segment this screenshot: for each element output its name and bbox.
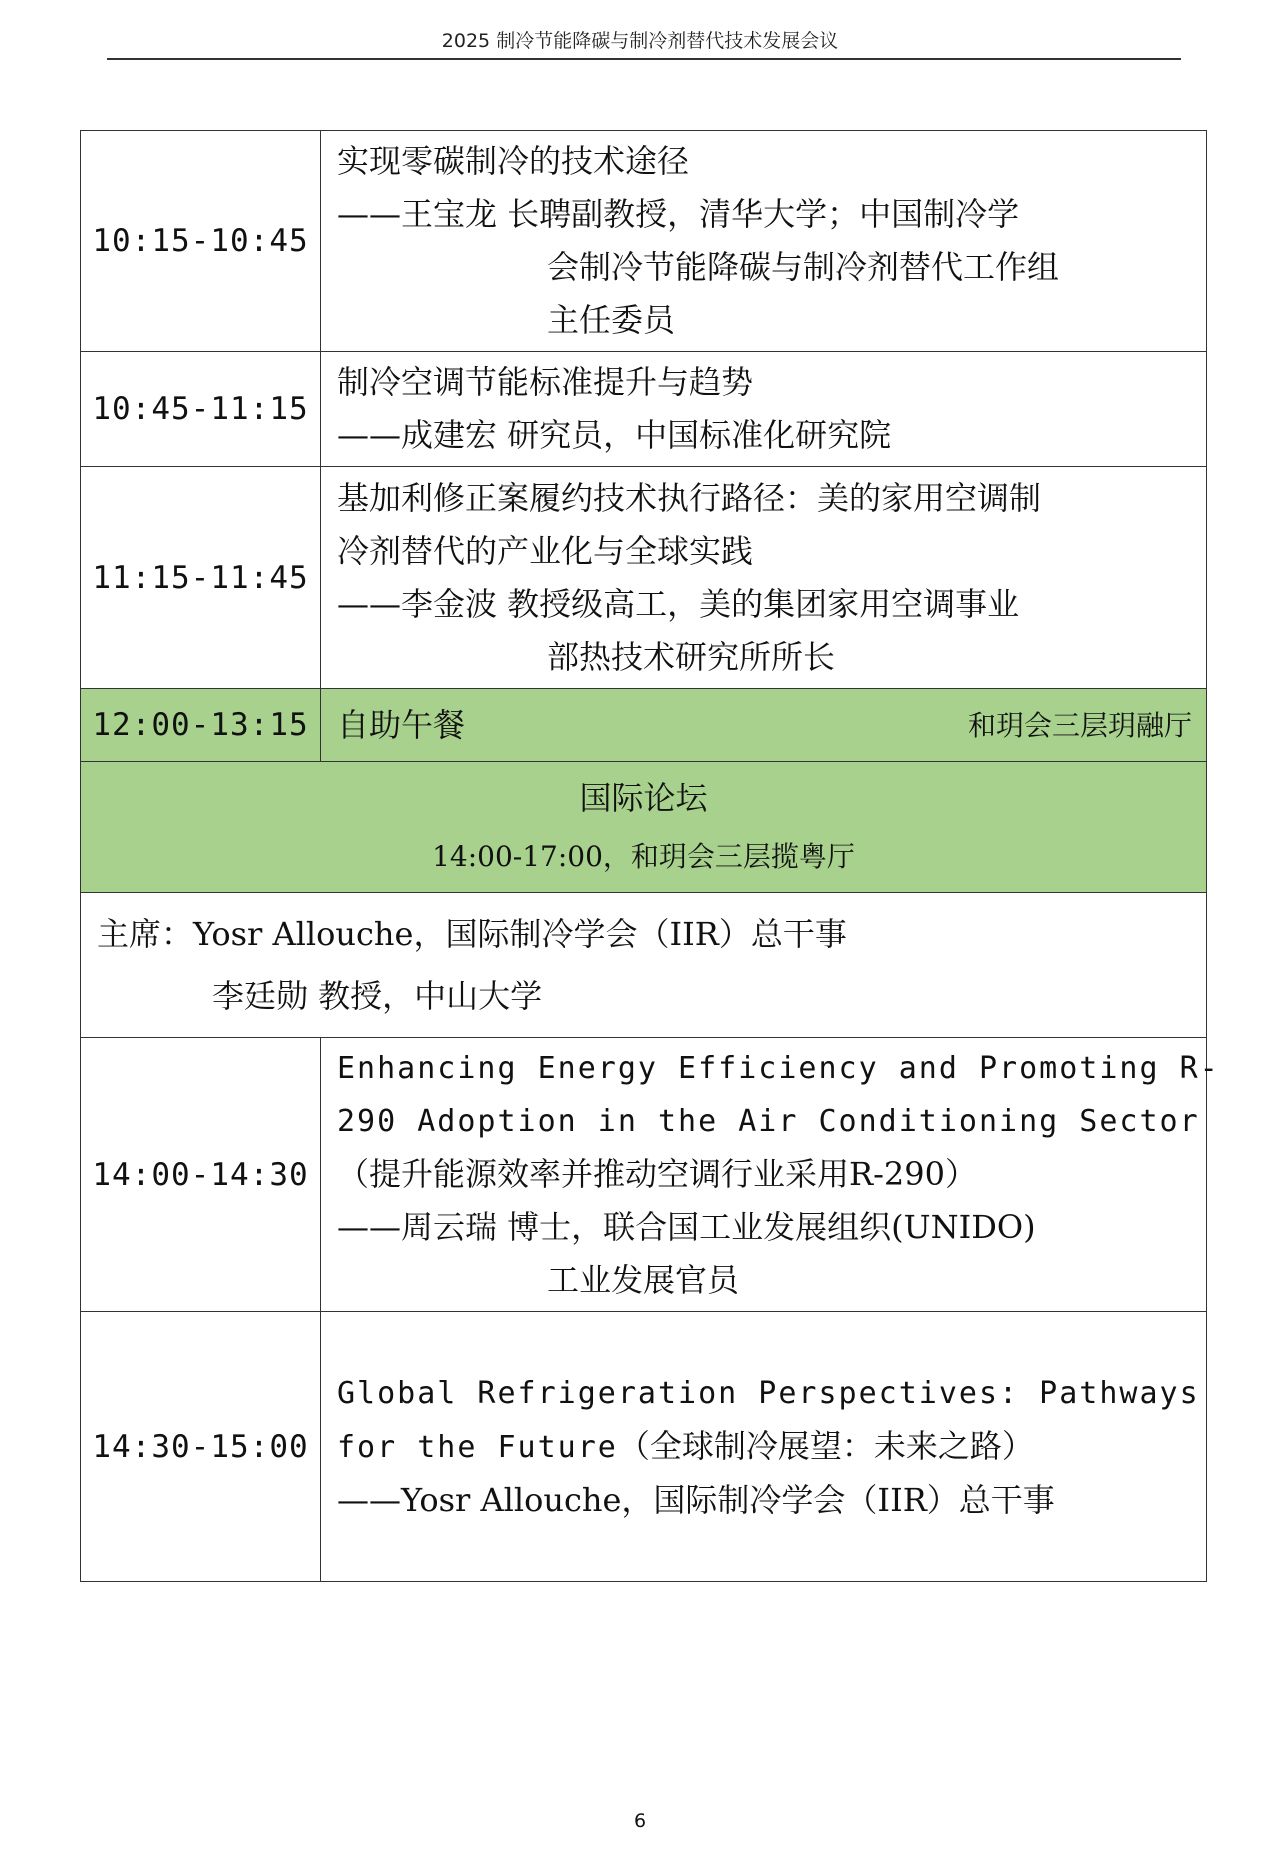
chair-label: 主席： (97, 915, 194, 953)
session-cell (321, 352, 1207, 467)
forum-title: 国际论坛 (579, 779, 708, 817)
speaker-line: 主任委员 (547, 301, 676, 339)
session-title-zh: （全球制冷展望：未来之路） (617, 1426, 1034, 1465)
lunch-title: 自助午餐 (337, 705, 466, 744)
speaker-line: 会制冷节能降碳与制冷剂替代工作组 (547, 248, 1060, 286)
chair-line-2: 李廷勋 教授，中山大学 (212, 977, 543, 1015)
speaker-line: 部热技术研究所所长 (547, 637, 836, 676)
speaker-line: ——成建宏 研究员，中国标准化研究院 (337, 416, 892, 454)
table-row (81, 1038, 1207, 1312)
session-title-line (337, 1420, 1192, 1474)
session-title-zh: （提升能源效率并推动空调行业采用R-290） (337, 1155, 977, 1193)
lunch-venue: 和玥会三层玥融厅 (967, 708, 1192, 742)
session-title: 实现零碳制冷的技术途径 (337, 142, 690, 180)
time-cell: 14:00-14:30 (81, 1038, 321, 1312)
table-row (81, 1312, 1207, 1582)
time-cell: 11:15-11:45 (81, 467, 321, 689)
table-row (81, 467, 1207, 689)
table-row (81, 131, 1207, 352)
session-cell (321, 467, 1207, 689)
chairs-row (81, 893, 1207, 1038)
session-title: 基加利修正案履约技术执行路径：美的家用空调制 (337, 478, 1042, 517)
time-cell: 10:45-11:15 (81, 352, 321, 467)
page-number: 6 (633, 1810, 647, 1832)
session-title: 冷剂替代的产业化与全球实践 (337, 531, 754, 570)
lunch-cell (321, 689, 1207, 762)
forum-subtitle: 14:00-17:00，和玥会三层揽粤厅 (432, 840, 855, 873)
forum-cell (81, 762, 1207, 893)
lunch-row (81, 689, 1207, 762)
speaker-line: ——李金波 教授级高工，美的集团家用空调事业 (337, 584, 1020, 623)
session-cell (321, 1312, 1207, 1582)
session-cell (321, 131, 1207, 352)
speaker-line: ——周云瑞 博士，联合国工业发展组织(UNIDO) (337, 1208, 1036, 1246)
session-title-en: 290 Adoption in the Air Conditioning Sector (337, 1104, 1200, 1139)
speaker-line: ——Yosr Allouche，国际制冷学会（IIR）总干事 (337, 1480, 1055, 1519)
forum-header-row (81, 762, 1207, 893)
session-title-en: for the Future (337, 1429, 618, 1465)
session-title: 制冷空调节能标准提升与趋势 (337, 363, 754, 401)
session-title-en: Enhancing Energy Efficiency and Promoting R- (337, 1051, 1220, 1086)
time-cell: 12:00-13:15 (81, 689, 321, 762)
time-cell: 14:30-15:00 (81, 1312, 321, 1582)
page-header: 2025 制冷节能降碳与制冷剂替代技术发展会议 (441, 30, 839, 52)
session-cell (321, 1038, 1220, 1312)
chair-name-1: Yosr Allouche，国际制冷学会（IIR）总干事 (193, 915, 847, 953)
agenda-table (80, 130, 1220, 1582)
speaker-line: 工业发展官员 (547, 1261, 740, 1299)
time-cell: 10:15-10:45 (81, 131, 321, 352)
header-divider (107, 58, 1181, 60)
speaker-line: ——王宝龙 长聘副教授，清华大学；中国制冷学 (337, 195, 1020, 233)
session-title-en: Global Refrigeration Perspectives: Pathways (337, 1375, 1200, 1411)
chair-line-1 (97, 903, 1192, 965)
chairs-cell (81, 893, 1207, 1038)
table-row (81, 352, 1207, 467)
